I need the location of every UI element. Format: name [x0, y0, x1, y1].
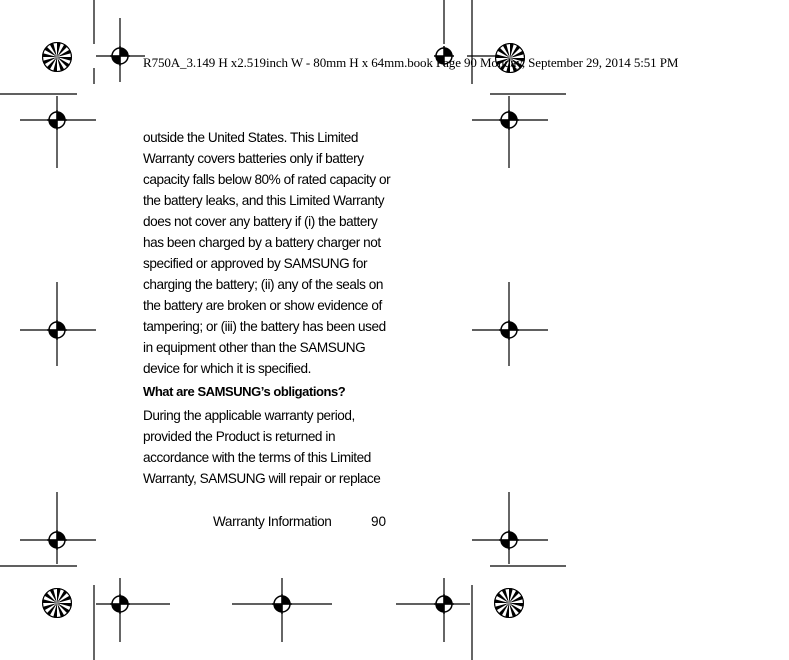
paragraph-line: specified or approved by SAMSUNG for — [143, 256, 368, 271]
registration-mark-left-lower — [47, 530, 67, 550]
footer-section-title: Warranty Information — [213, 514, 332, 529]
star-target-bottom-left — [43, 589, 72, 618]
paragraph-line: outside the United States. This Limited — [143, 130, 358, 145]
paragraph-line: During the applicable warranty period, — [143, 408, 355, 423]
paragraph-line: in equipment other than the SAMSUNG — [143, 340, 366, 355]
warranty-paragraph-1 — [143, 127, 428, 379]
warranty-paragraph-2 — [143, 405, 428, 489]
registration-mark-left-upper — [47, 110, 67, 130]
paragraph-line: accordance with the terms of this Limited — [143, 450, 371, 465]
footer-page-number: 90 — [371, 514, 387, 529]
paragraph-line: tampering; or (iii) the battery has been used — [143, 319, 386, 334]
registration-mark-bottom-right — [434, 594, 454, 614]
registration-mark-left-middle — [47, 320, 67, 340]
print-slug-line: R750A_3.149 H x2.519inch W - 80mm H x 64mm.book Page 90 Monday, September 29, 2014 5:51 PM — [143, 55, 679, 70]
registration-mark-top-left — [110, 46, 130, 66]
paragraph-line: does not cover any battery if (i) the battery — [143, 214, 378, 229]
paragraph-line: the battery leaks, and this Limited Warranty — [143, 193, 385, 208]
registration-mark-bottom-center — [272, 594, 292, 614]
section-heading-obligations: What are SAMSUNG’s obligations? — [143, 384, 346, 399]
paragraph-line: Warranty, SAMSUNG will repair or replace — [143, 471, 381, 486]
paragraph-line: charging the battery; (ii) any of the seals on — [143, 277, 383, 292]
paragraph-line: Warranty covers batteries only if battery — [143, 151, 364, 166]
paragraph-line: has been charged by a battery charger not — [143, 235, 381, 250]
registration-mark-right-lower — [499, 530, 519, 550]
paragraph-line: provided the Product is returned in — [143, 429, 336, 444]
star-target-top-left — [43, 43, 72, 72]
paragraph-line: the battery are broken or show evidence of — [143, 298, 382, 313]
paragraph-line: device for which it is specified. — [143, 361, 311, 376]
star-target-bottom-right — [495, 589, 524, 618]
registration-mark-bottom-left — [110, 594, 130, 614]
paragraph-line: capacity falls below 80% of rated capacity or — [143, 172, 391, 187]
registration-mark-right-middle — [499, 320, 519, 340]
registration-mark-right-upper — [499, 110, 519, 130]
